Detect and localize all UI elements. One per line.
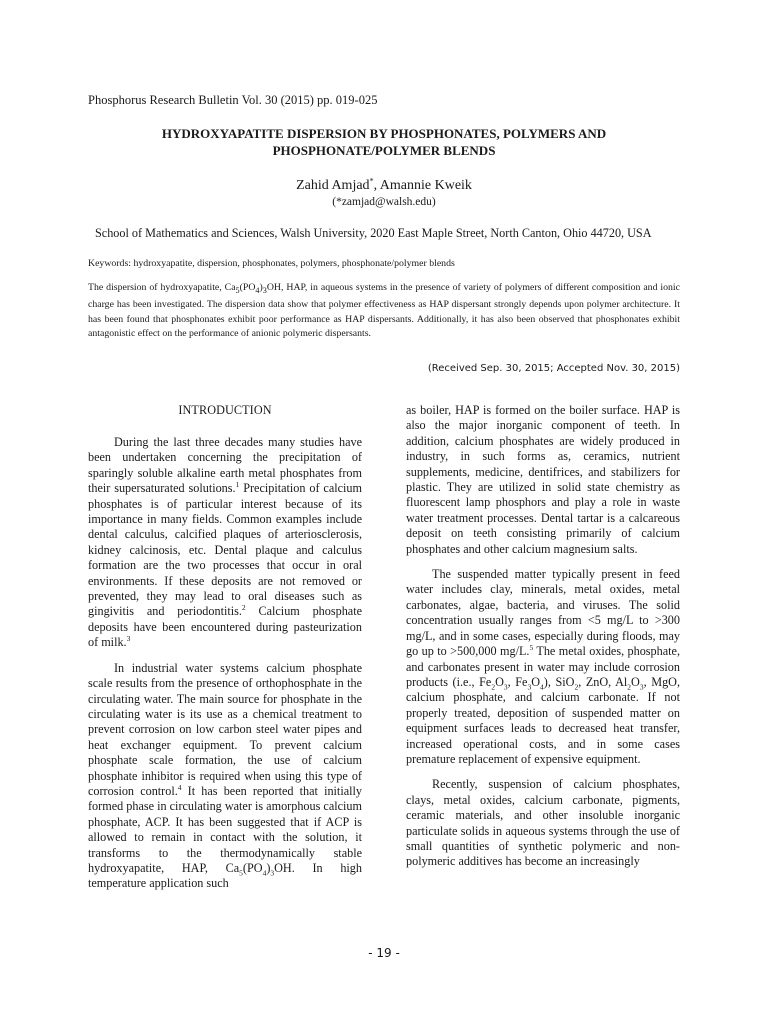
formula-subscript: 5 (239, 868, 243, 878)
formula-subscript: 3 (270, 868, 275, 878)
body-column-left (88, 403, 362, 892)
keywords: Keywords: hydroxyapatite, dispersion, phosphonates, polymers, phosphonate/polymer blends (88, 258, 455, 269)
paragraph-text: The suspended matter typically present in feed water includes clay, minerals, metal oxides, metal carbonates, algae, bacteria, and viruses. The solid concentration usually ranges from <5 mg/L to >300 mg/L, and in some cases, especially during floods, may go up to >500,000 mg/L. (406, 567, 680, 659)
abstract-text: (PO (239, 282, 256, 293)
affiliation: School of Mathematics and Sciences, Walsh University, 2020 East Maple Street, North Canton, Ohio 44720, USA (95, 226, 652, 240)
author-list (80, 177, 688, 195)
intro-paragraph-2 (88, 661, 362, 892)
journal-reference: Phosphorus Research Bulletin Vol. 30 (2015) pp. 019-025 (88, 93, 378, 107)
title-line-2: PHOSPHONATE/POLYMER BLENDS (272, 143, 496, 158)
paragraph-text: It has been reported that initially formed phase in circulating water is amorphous calcium phosphate, ACP. It has been suggested that if ACP is allowed to remain in contact with the solution, it transforms to the thermodynamically stable hydroxyapatite, HAP, Ca (88, 783, 362, 875)
section-heading-introduction: INTRODUCTION (178, 403, 272, 417)
corresponding-author-mark: * (369, 176, 374, 186)
abstract-text: OH, HAP, in aqueous systems in the presence of variety of polymers of different composition and ionic charge has been investigated. The dispersion data show that polymer effectiveness as HAP dispersant strongly depends upon polymer architecture. It has been found that phosphonates exhibit poor performance as HAP dispersants. Additionally, it has also been observed that phosphonates exhibit antagonistic effect on the performance of anionic polymeric dispersants. (88, 282, 680, 340)
paragraph-text: , MgO, calcium phosphate, and calcium carbonate. If not properly treated, deposition of suspended matter on equipment surfaces leads to decreased heat transfer, increased operational costs, and in some cases premature replacement of expensive equipment. (406, 674, 681, 766)
title-line-1: HYDROXYAPATITE DISPERSION BY PHOSPHONATES, POLYMERS AND (161, 126, 607, 141)
intro-paragraph-3 (406, 567, 680, 767)
paragraph-text: , ZnO, Al (578, 674, 628, 689)
citation-ref: 2 (241, 603, 246, 613)
abstract (88, 281, 680, 342)
paragraph-text: Precipitation of calcium phosphates is of particular interest because of its importance in many fields. Common examples include dental calculus, calcified plaques of arteriosclerosis, kidney calcinosis, etc. Dental plaque and calculus formation are the two processes that occur in oral environments. If these deposits are not removed or prevented, they may lead to oral diseases such as gingivitis and periodontitis. (88, 481, 362, 619)
abstract-subscript: 3 (262, 285, 267, 295)
intro-paragraph-1 (88, 435, 362, 651)
body-column-right (406, 403, 680, 870)
abstract-text: The dispersion of hydroxyapatite, Ca (88, 282, 236, 293)
paragraph-text: ) (266, 860, 271, 875)
received-dates: (Received Sep. 30, 2015; Accepted Nov. 30, 2015) (427, 363, 680, 374)
citation-ref: 4 (177, 782, 182, 792)
paragraph-text: Calcium phosphate deposits have been encountered during pasteurization of milk. (88, 604, 362, 650)
citation-ref: 5 (529, 643, 534, 653)
paragraph-text: , Fe (507, 674, 528, 689)
citation-ref: 1 (235, 480, 240, 490)
formula-subscript: 4 (540, 682, 544, 692)
paper-title (80, 125, 688, 159)
formula-subscript: 4 (262, 868, 267, 878)
author-secondary: , Amannie Kweik (373, 178, 472, 193)
paragraph-text: O (495, 674, 504, 689)
paragraph-text: O (631, 674, 640, 689)
abstract-subscript: 4 (255, 285, 260, 295)
paragraph-text: In industrial water systems calcium phosphate scale results from the presence of orthophosphate in the circulating water. The main source for phosphate in the circulating water is its use as a chemical treatment to prevent corrosion on low carbon steel water pipes and heat exchanger equipment. To prevent calcium phosphate scale formation, the use of calcium phosphate inhibitor is required when using this type of corrosion control. (88, 660, 362, 798)
paragraph-text: O (531, 674, 541, 689)
formula-subscript: 2 (627, 682, 632, 692)
abstract-text: ) (259, 282, 263, 293)
paragraph-text: The metal oxides, phosphate, and carbonates present in water may include corrosion products (i.e., Fe (406, 644, 680, 689)
author-primary: Zahid Amjad (296, 178, 370, 193)
formula-subscript: 3 (503, 682, 508, 692)
paragraph-text: OH. In high temperature application such (88, 860, 362, 891)
intro-paragraph-2-continued: as boiler, HAP is formed on the boiler surface. HAP is also the major inorganic component of teeth. In addition, calcium phosphates are widely produced in industry, in such forms as, ceramics, nutrient supplements, medicine, dentifrices, and stabilizers for plastic. They are utilized in solid state chemistry as fluorescent lamp phosphors and play a role in waste water treatment processes. Dental tartar is a calcareous deposit on teeth consisting primarily of calcium phosphates and other calcium magnesium salts. (406, 403, 680, 556)
formula-subscript: 2 (574, 682, 579, 692)
paragraph-text: (PO (242, 860, 263, 875)
author-email: (*zamjad@walsh.edu) (332, 196, 436, 208)
formula-subscript: 2 (491, 682, 496, 692)
intro-paragraph-4: Recently, suspension of calcium phosphates, clays, metal oxides, calcium carbonate, pigments, ceramic materials, and other insoluble inorganic particulate solids in aqueous systems through the use of small quantities of synthetic polymeric and non-polymeric additives has become an increasingly (406, 777, 680, 869)
abstract-subscript: 5 (235, 285, 240, 295)
paragraph-text: During the last three decades many studies have been undertaken concerning the precipitation of sparingly soluble alkaline earth metal phosphates from their supersaturated solutions. (88, 435, 362, 496)
page-number: - 19 - (368, 946, 400, 960)
citation-ref: 3 (126, 634, 131, 644)
formula-subscript: 3 (527, 682, 532, 692)
formula-subscript: 3 (639, 682, 644, 692)
paragraph-text: ), SiO (543, 674, 575, 689)
